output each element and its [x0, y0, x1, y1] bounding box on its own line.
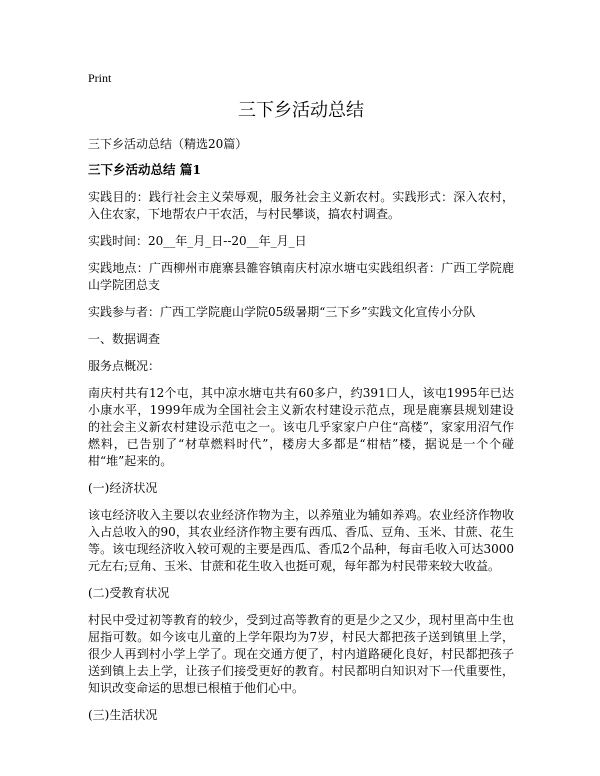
heading-service-overview: 服务点概况：	[88, 359, 161, 373]
document-subtitle: 三下乡活动总结（精选20篇）	[88, 137, 248, 151]
paragraph-time: 实践时间：20__年_月_日--20__年_月_日	[88, 234, 307, 248]
document-title: 三下乡活动总结	[238, 100, 364, 121]
paragraph-village-overview: 南庆村共有12个屯，其中凉水塘屯共有60多户，约391口人，该屯1995年已达小康水平，1999年成为全国社会主义新农村建设示范点，现是鹿寨县规划建设的社会主义新农村建设示范屯之一。该屯几乎家家户户住“高楼”，家家用沼气作燃料，已告别了“材草燃料时代”，楼房大多都是“柑桔”楼，据说是一个个碰柑“堆”起来的。	[88, 386, 514, 468]
heading-data-survey: 一、数据调查	[88, 332, 161, 346]
heading-living: (三)生活状况	[88, 708, 158, 722]
paragraph-purpose: 实践目的：践行社会主义荣辱观，服务社会主义新农村。实践形式：深入农村，入住农家，下地帮农户干农活，与村民攀谈，搞农村调查。	[88, 190, 514, 221]
paragraph-economy: 该屯经济收入主要以农业经济作物为主，以养殖业为辅如养鸡。农业经济作物收入占总收入的90，其农业经济作物主要有西瓜、香瓜、豆角、玉米、甘蔗、花生等。该屯现经济收入较可观的主要是西瓜、香瓜2个品种，每亩毛收入可达3000元左右;豆角、玉米、甘蔗和花生收入也挺可观，每年都为村民带来较大收益。	[88, 508, 514, 573]
paragraph-participants: 实践参与者：广西工学院鹿山学院05级暑期“三下乡”实践文化宣传小分队	[88, 305, 476, 319]
heading-economy: (一)经济状况	[88, 481, 158, 495]
heading-education: (二)受教育状况	[88, 586, 170, 600]
paragraph-location: 实践地点：广西柳州市鹿寨县雒容镇南庆村凉水塘屯实践组织者：广西工学院鹿山学院团总支	[88, 261, 514, 292]
paragraph-education: 村民中受过初等教育的较少，受到过高等教育的更是少之又少，现村里高中生也屈指可数。如今该屯儿童的上学年限均为7岁，村民大都把孩子送到镇里上学，很少人再到村小学上学了。现在交通方便了，村内道路硬化良好，村民都把孩子送到镇上去上学，让孩子们接受更好的教育。村民都明白知识对下一代重要性，知识改变命运的思想已根植于他们心中。	[88, 613, 514, 695]
section-heading: 三下乡活动总结 篇1	[88, 162, 202, 177]
print-label: Print	[88, 71, 112, 85]
